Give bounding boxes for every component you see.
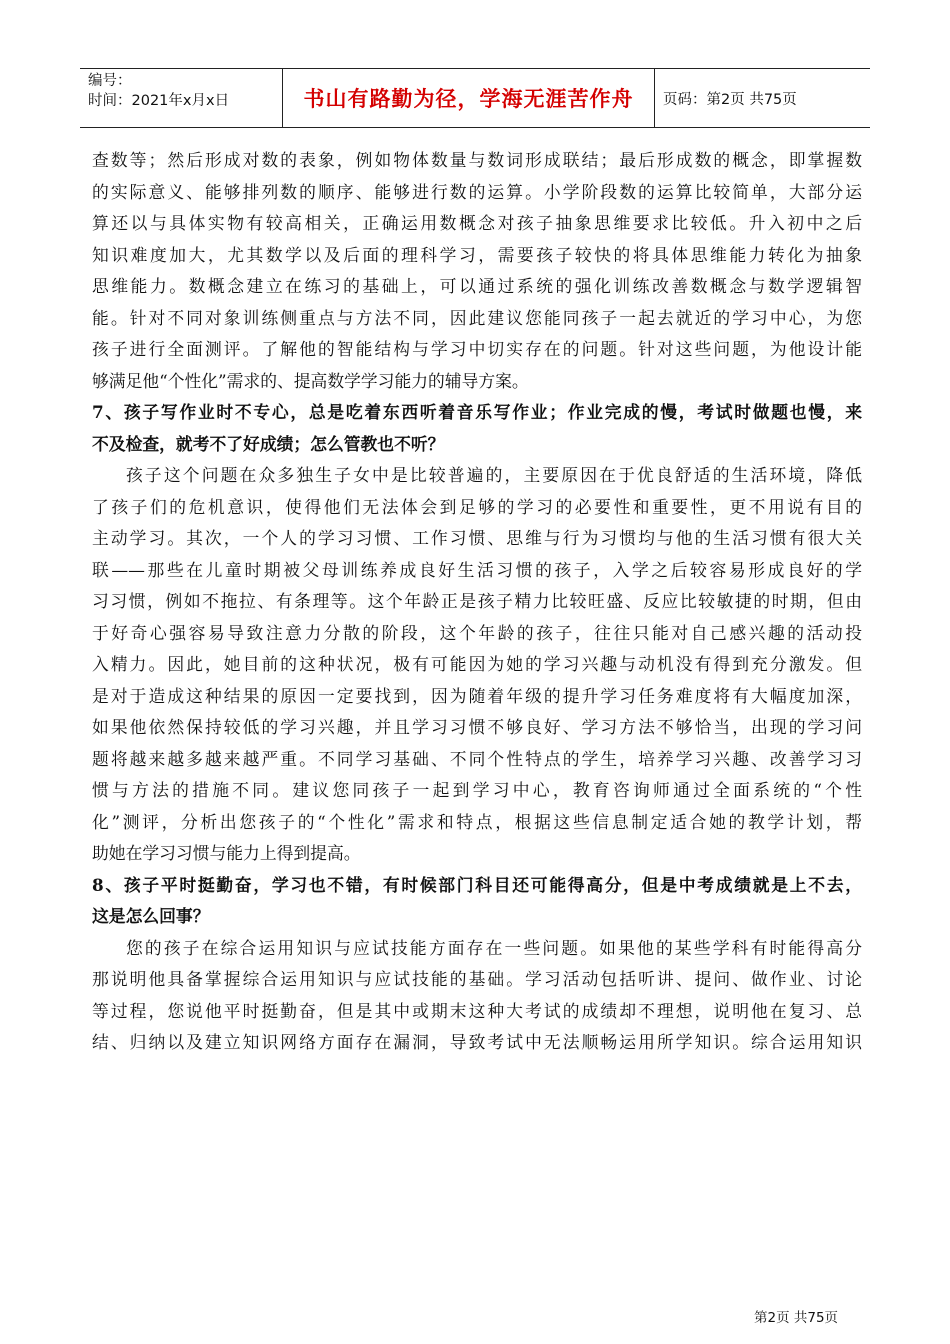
paragraph-line: 是对于造成这种结果的原因一定要找到，因为随着年级的提升学习任务难度将有大幅度加深， bbox=[92, 685, 862, 706]
paragraph-line: 孩子进行全面测评。了解他的智能结构与学习中切实存在的问题。针对这些问题，为他设计能 bbox=[92, 339, 862, 359]
paragraph-line: 主动学习。其次，一个人的学习习惯、工作习惯、思维与行为习惯均与他的生活习惯有很大关 bbox=[92, 528, 862, 548]
paragraph-line: 结、归纳以及建立知识网络方面存在漏洞，导致考试中无法顺畅运用所学知识。综合运用知识 bbox=[92, 1032, 862, 1052]
page-footer: 第2页 共75页 bbox=[754, 1310, 839, 1326]
paragraph-line: 助她在学习习惯与能力上得到提高。 bbox=[92, 843, 361, 863]
paragraph-line: 那说明他具备掌握综合运用知识与应试技能的基础。学习活动包括听讲、提问、做作业、讨论 bbox=[92, 969, 862, 989]
paragraph-line: 等过程，您说他平时挺勤奋，但是其中或期末这种大考试的成绩却不理想，说明他在复习、总 bbox=[92, 1000, 862, 1021]
motto: 书山有路勤为径，学海无涯苦作舟 bbox=[283, 69, 655, 127]
paragraph-line: 知识难度加大，尤其数学以及后面的理科学习，需要孩子较快的将具体思维能力转化为抽象 bbox=[92, 244, 862, 265]
paragraph-line: 能。针对不同对象训练侧重点与方法不同，因此建议您能同孩子一起去就近的学习中心，为您 bbox=[92, 307, 862, 328]
paragraph-line: 孩子这个问题在众多独生子女中是比较普遍的，主要原因在于优良舒适的生活环境，降低 bbox=[126, 465, 862, 485]
paragraph-line: 查数等；然后形成对数的表象，例如物体数量与数词形成联结；最后形成数的概念，即掌握数 bbox=[92, 150, 862, 170]
paragraph-line: 够满足他“个性化”需求的、提高数学学习能力的辅导方案。 bbox=[92, 370, 529, 391]
paragraph-line: 思维能力。数概念建立在练习的基础上，可以通过系统的强化训练改善数概念与数学逻辑智 bbox=[92, 276, 862, 296]
page-label: 页码：第2页 共75页 bbox=[663, 91, 797, 108]
question-heading: 不及检查，就考不了好成绩；怎么管教也不听？ bbox=[92, 433, 445, 454]
paragraph-line: 算还以与具体实物有较高相关，正确运用数概念对孩子抽象思维要求比较低。升入初中之后 bbox=[92, 213, 862, 233]
question-heading: 7、孩子写作业时不专心，总是吃着东西听着音乐写作业；作业完成的慢，考试时做题也慢，来 bbox=[92, 402, 862, 422]
number-label: 编号： bbox=[88, 73, 132, 89]
question-heading: 8、孩子平时挺勤奋，学习也不错，有时候部门科目还可能得高分，但是中考成绩就是上不去， bbox=[92, 874, 862, 895]
paragraph-line: 联——那些在儿童时期被父母训练养成良好生活习惯的孩子，入学之后较容易形成良好的学 bbox=[92, 559, 862, 580]
paragraph-line: 题将越来越多越来越严重。不同学习基础、不同个性特点的学生，培养学习兴趣、改善学习习 bbox=[92, 748, 862, 769]
question-heading: 这是怎么回事？ bbox=[92, 906, 210, 926]
header-meta bbox=[80, 69, 283, 127]
paragraph-line: 于好奇心强容易导致注意力分散的阶段，这个年龄的孩子，往往只能对自己感兴趣的活动投 bbox=[92, 622, 862, 643]
page-header bbox=[80, 68, 870, 128]
paragraph-line: 如果他依然保持较低的学习兴趣，并且学习习惯不够良好、学习方法不够恰当，出现的学习问 bbox=[92, 717, 862, 737]
paragraph-line: 惯与方法的措施不同。建议您同孩子一起到学习中心，教育咨询师通过全面系统的“个性 bbox=[92, 780, 862, 800]
paragraph-line: 习习惯，例如不拖拉、有条理等。这个年龄正是孩子精力比较旺盛、反应比较敏捷的时期，但由 bbox=[92, 591, 862, 611]
paragraph-line: 了孩子们的危机意识，使得他们无法体会到足够的学习的必要性和重要性，更不用说有目的 bbox=[92, 496, 862, 517]
paragraph-line: 化”测评，分析出您孩子的“个性化”需求和特点，根据这些信息制定适合她的教学计划，帮 bbox=[92, 811, 862, 832]
paragraph-line: 入精力。因此，她目前的这种状况，极有可能因为她的学习兴趣与动机没有得到充分激发。但 bbox=[92, 654, 862, 674]
paragraph-line: 的实际意义、能够排列数的顺序、能够进行数的运算。小学阶段数的运算比较简单，大部分运 bbox=[92, 181, 862, 202]
time-label: 时间：2021年x月x日 bbox=[88, 93, 230, 109]
document-body bbox=[92, 145, 862, 1059]
paragraph-line: 您的孩子在综合运用知识与应试技能方面存在一些问题。如果他的某些学科有时能得高分 bbox=[126, 937, 862, 958]
